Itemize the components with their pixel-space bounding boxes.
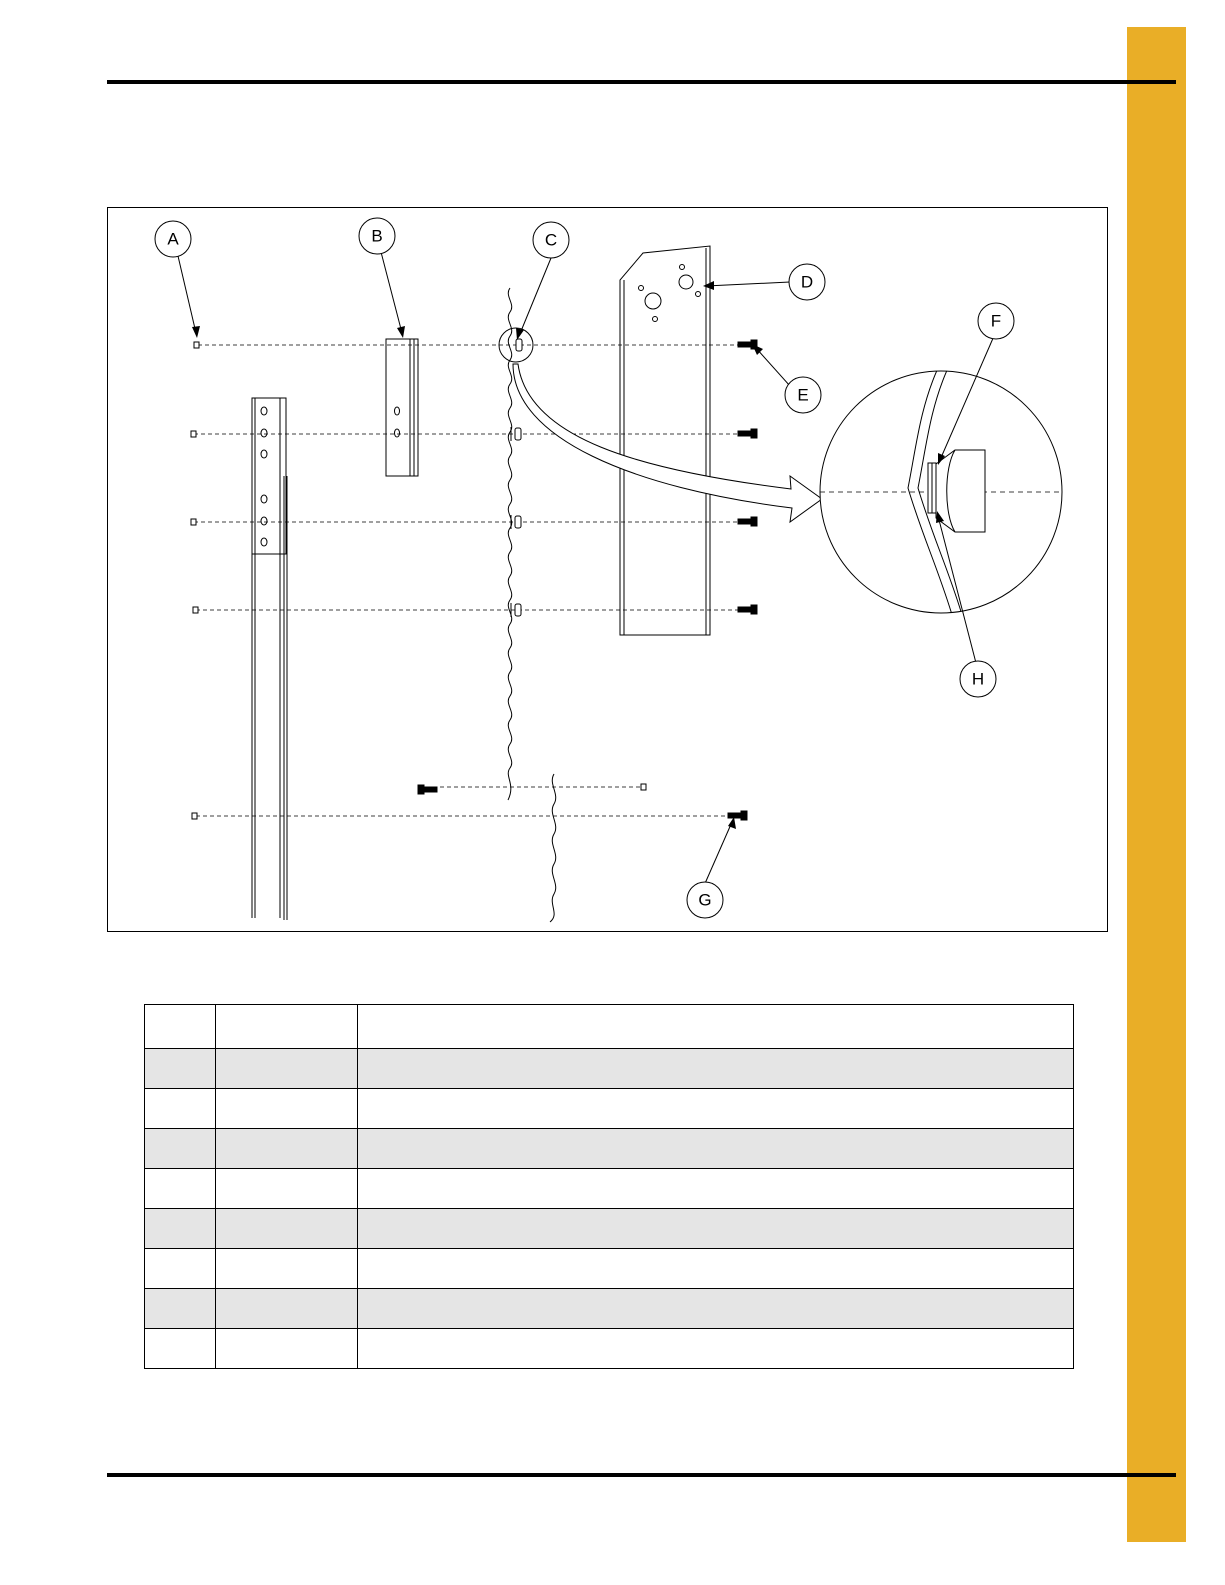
cell-description [358, 1049, 1074, 1089]
cell-description [358, 1089, 1074, 1129]
cell-part-number [216, 1289, 358, 1329]
cell-part-number [216, 1129, 358, 1169]
table-header-row [145, 1005, 1074, 1049]
table-row [145, 1049, 1074, 1089]
cell-ref [145, 1289, 216, 1329]
table-row [145, 1209, 1074, 1249]
callout-d: D [800, 272, 814, 292]
cell-description [358, 1169, 1074, 1209]
stiffener-plate [620, 246, 710, 635]
cell-part-number [216, 1169, 358, 1209]
table-row [145, 1129, 1074, 1169]
cell-description [358, 1289, 1074, 1329]
splice-channel [386, 339, 418, 476]
header-part-number [216, 1005, 358, 1049]
cell-part-number [216, 1329, 358, 1369]
magnify-arrow [513, 364, 822, 522]
callout-b: B [371, 226, 383, 246]
magnified-detail [820, 368, 1063, 618]
table-row [145, 1329, 1074, 1369]
header-description [358, 1005, 1074, 1049]
cell-part-number [216, 1249, 358, 1289]
cell-description [358, 1209, 1074, 1249]
table-row [145, 1169, 1074, 1209]
cell-part-number [216, 1209, 358, 1249]
callout-a: A [167, 229, 179, 249]
cell-ref [145, 1089, 216, 1129]
assembly-drawing [108, 208, 1109, 933]
corrugated-sheet-edge-lower [550, 774, 556, 922]
callout-e: E [797, 385, 809, 405]
vertical-post [252, 398, 287, 920]
cell-part-number [216, 1089, 358, 1129]
footer-rule [107, 1473, 1176, 1477]
cell-ref [145, 1169, 216, 1209]
cell-ref [145, 1129, 216, 1169]
leader-arrowheads [192, 281, 945, 829]
cell-ref [145, 1209, 216, 1249]
header-ref [145, 1005, 216, 1049]
parts-list-table [144, 1004, 1074, 1369]
exploded-assembly-figure [107, 207, 1108, 932]
callout-g: G [698, 890, 712, 910]
cell-description [358, 1329, 1074, 1369]
cell-description [358, 1249, 1074, 1289]
cell-description [358, 1129, 1074, 1169]
cell-part-number [216, 1049, 358, 1089]
callout-c: C [544, 230, 558, 250]
bolt-alignment-lines [194, 345, 748, 816]
cell-ref [145, 1249, 216, 1289]
corrugated-sheet-edge [508, 288, 512, 800]
header-rule [107, 80, 1176, 84]
table-row [145, 1289, 1074, 1329]
cell-ref [145, 1049, 216, 1089]
table-row [145, 1249, 1074, 1289]
callout-f: F [990, 311, 1002, 331]
cell-ref [145, 1329, 216, 1369]
callout-h: H [971, 669, 985, 689]
section-tab [1127, 27, 1186, 1542]
table-row [145, 1089, 1074, 1129]
